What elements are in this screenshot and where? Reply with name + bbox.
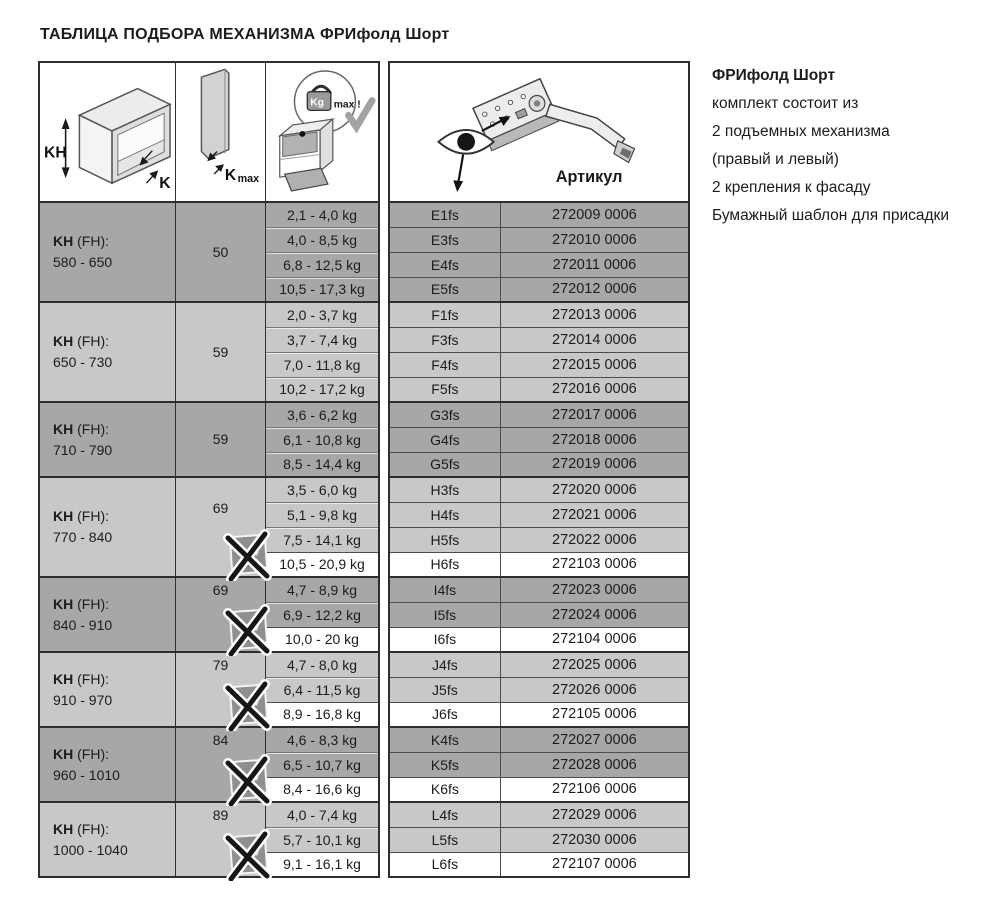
weight-range-cell: 10,0 - 20 kg <box>266 627 380 652</box>
table-row <box>39 652 379 677</box>
table-row <box>389 477 689 502</box>
article-number-cell: 272103 0006 <box>500 552 689 577</box>
kit-description <box>712 61 1000 230</box>
article-number-cell: 272025 0006 <box>500 652 689 677</box>
mechanism-code-cell: F3fs <box>389 327 500 352</box>
mechanism-code-cell: I4fs <box>389 577 500 602</box>
weight-range-cell: 2,1 - 4,0 kg <box>266 202 380 227</box>
weight-range-cell: 6,4 - 11,5 kg <box>266 677 380 702</box>
kmax-value: 69 <box>212 500 229 516</box>
table-row <box>389 452 689 477</box>
kmax-value: 59 <box>212 431 229 447</box>
table-row <box>389 502 689 527</box>
article-number-cell: 272024 0006 <box>500 602 689 627</box>
weight-range-cell: 3,6 - 6,2 kg <box>266 402 380 427</box>
article-number-cell: 272012 0006 <box>500 277 689 302</box>
kh-range-cell: KH (FH): 1000 - 1040 <box>39 802 176 877</box>
kg-max-label: max ! <box>333 99 361 111</box>
kmax-cell <box>176 202 266 302</box>
kmax-value: 79 <box>212 657 229 673</box>
weight-range-cell: 6,5 - 10,7 kg <box>266 752 380 777</box>
kh-label: KH <box>53 333 74 349</box>
article-number-cell: 272016 0006 <box>500 377 689 402</box>
kh-label: KH <box>53 420 74 437</box>
servo-drive-crossed-icon <box>220 823 274 881</box>
header-article <box>389 62 689 202</box>
weight-range-cell: 4,0 - 8,5 kg <box>266 227 380 252</box>
weight-range-cell: 5,7 - 10,1 kg <box>266 827 380 852</box>
table-row <box>389 852 689 877</box>
weight-range-cell: 9,1 - 16,1 kg <box>266 852 380 877</box>
mechanism-code-cell: L4fs <box>389 802 500 827</box>
mechanism-code-cell: I5fs <box>389 602 500 627</box>
article-number-cell: 272027 0006 <box>500 727 689 752</box>
kh-range-cell: KH (FH): 580 - 650 <box>39 202 176 302</box>
article-number-cell: 272018 0006 <box>500 427 689 452</box>
article-number-cell: 272106 0006 <box>500 777 689 802</box>
kmax-cell <box>176 477 266 577</box>
weight-range-cell: 8,5 - 14,4 kg <box>266 452 380 477</box>
kh-label: KH <box>53 595 74 612</box>
weight-range-cell: 8,9 - 16,8 kg <box>266 702 380 727</box>
page-title: ТАБЛИЦА ПОДБОРА МЕХАНИЗМА ФРИфолд Шорт <box>40 26 450 43</box>
kmax-cell <box>176 302 266 402</box>
selection-table-left <box>38 61 380 878</box>
table-row <box>389 352 689 377</box>
kmax-value: 50 <box>212 243 229 260</box>
selection-table-right <box>388 61 690 878</box>
table-row <box>389 727 689 752</box>
kh-range-cell: KH (FH): 770 - 840 <box>39 477 176 577</box>
weight-range-cell: 10,5 - 20,9 kg <box>266 552 380 577</box>
article-number-cell: 272009 0006 <box>500 202 689 227</box>
mechanism-code-cell: L5fs <box>389 827 500 852</box>
kh-label: KH <box>53 745 74 762</box>
weight-range-cell: 7,0 - 11,8 kg <box>266 352 380 377</box>
kit-description-line: комплект состоит из <box>712 95 859 112</box>
kh-range-cell: KH (FH): 650 - 730 <box>39 302 176 402</box>
weight-range-cell: 4,7 - 8,9 kg <box>266 577 380 602</box>
servo-drive-crossed-icon <box>220 748 274 806</box>
table-row <box>389 402 689 427</box>
kh-range-cell: KH (FH): 960 - 1010 <box>39 727 176 802</box>
mechanism-code-cell: H4fs <box>389 502 500 527</box>
mechanism-code-cell: F4fs <box>389 352 500 377</box>
mechanism-code-cell: E1fs <box>389 202 500 227</box>
table-row <box>39 802 379 827</box>
kit-description-line: 2 крепления к фасаду <box>712 179 871 196</box>
mechanism-code-cell: F1fs <box>389 302 500 327</box>
servo-drive-crossed-icon <box>220 598 274 656</box>
kmax-value: 84 <box>212 732 229 748</box>
table-row <box>39 202 379 227</box>
kh-label: KH <box>53 820 74 837</box>
table-row <box>389 802 689 827</box>
weight-range-cell: 5,1 - 9,8 kg <box>266 502 380 527</box>
cabinet-kh-diagram-icon <box>40 63 175 196</box>
table-row <box>39 727 379 752</box>
article-column-label: Артикул <box>555 168 623 187</box>
mechanism-code-cell: I6fs <box>389 627 500 652</box>
weight-range-cell: 7,5 - 14,1 kg <box>266 527 380 552</box>
mechanism-code-cell: E4fs <box>389 252 500 277</box>
kmax-cell <box>176 652 266 727</box>
kh-label: KH <box>53 233 74 249</box>
kit-description-line: (правый и левый) <box>712 151 839 168</box>
mechanism-code-cell: L6fs <box>389 852 500 877</box>
table-row <box>389 227 689 252</box>
servo-drive-crossed-icon <box>220 523 274 581</box>
kh-range-cell: KH (FH): 840 - 910 <box>39 577 176 652</box>
article-number-cell: 272104 0006 <box>500 627 689 652</box>
article-number-cell: 272013 0006 <box>500 302 689 327</box>
mechanism-code-cell: E5fs <box>389 277 500 302</box>
weight-range-cell: 10,2 - 17,2 kg <box>266 377 380 402</box>
header-front-weight <box>266 62 380 202</box>
table-row <box>389 652 689 677</box>
table-row <box>389 827 689 852</box>
weight-max-diagram-icon <box>266 63 378 196</box>
article-number-cell: 272107 0006 <box>500 852 689 877</box>
kmax-cell <box>176 727 266 802</box>
kmax-value: 69 <box>212 582 229 598</box>
table-row <box>389 277 689 302</box>
table-row <box>389 627 689 652</box>
kg-weight-label: Kg <box>310 97 324 109</box>
weight-range-cell: 2,0 - 3,7 kg <box>266 302 380 327</box>
mechanism-code-cell: H3fs <box>389 477 500 502</box>
header-front-thickness <box>176 62 266 202</box>
mechanism-code-cell: G3fs <box>389 402 500 427</box>
kh-label: KH <box>53 670 74 687</box>
kmax-value: 59 <box>212 343 229 360</box>
k-dimension-label: K <box>159 175 171 193</box>
mechanism-article-diagram <box>390 63 688 196</box>
table-header-row <box>389 62 689 202</box>
table-row <box>389 202 689 227</box>
mechanism-code-cell: K6fs <box>389 777 500 802</box>
table-row <box>389 252 689 277</box>
header-cabinet-height <box>39 62 176 202</box>
article-number-cell: 272014 0006 <box>500 327 689 352</box>
table-row <box>39 302 379 327</box>
weight-range-cell: 4,0 - 7,4 kg <box>266 802 380 827</box>
table-row <box>39 477 379 502</box>
article-number-cell: 272017 0006 <box>500 402 689 427</box>
article-number-cell: 272022 0006 <box>500 527 689 552</box>
article-number-cell: 272026 0006 <box>500 677 689 702</box>
kmax-sub-label: max <box>237 172 260 185</box>
weight-range-cell: 8,4 - 16,6 kg <box>266 777 380 802</box>
kmax-dimension-label: K <box>224 166 237 184</box>
table-row <box>389 577 689 602</box>
weight-range-cell: 3,5 - 6,0 kg <box>266 477 380 502</box>
kh-range-cell: KH (FH): 710 - 790 <box>39 402 176 477</box>
kit-title: ФРИфолд Шорт <box>712 67 836 84</box>
table-row <box>39 402 379 427</box>
weight-range-cell: 4,7 - 8,0 kg <box>266 652 380 677</box>
article-number-cell: 272030 0006 <box>500 827 689 852</box>
table-row <box>389 527 689 552</box>
mechanism-code-cell: K5fs <box>389 752 500 777</box>
article-number-cell: 272021 0006 <box>500 502 689 527</box>
weight-range-cell: 3,7 - 7,4 kg <box>266 327 380 352</box>
table-row <box>389 777 689 802</box>
mechanism-code-cell: H6fs <box>389 552 500 577</box>
kmax-cell <box>176 577 266 652</box>
table-row <box>389 752 689 777</box>
mechanism-code-cell: K4fs <box>389 727 500 752</box>
article-number-cell: 272105 0006 <box>500 702 689 727</box>
kh-dimension-label: KH <box>43 144 67 162</box>
article-number-cell: 272010 0006 <box>500 227 689 252</box>
weight-range-cell: 6,1 - 10,8 kg <box>266 427 380 452</box>
mechanism-code-cell: G4fs <box>389 427 500 452</box>
weight-range-cell: 6,8 - 12,5 kg <box>266 252 380 277</box>
article-number-cell: 272015 0006 <box>500 352 689 377</box>
table-row <box>389 427 689 452</box>
article-number-cell: 272019 0006 <box>500 452 689 477</box>
table-row <box>389 702 689 727</box>
table-row <box>389 327 689 352</box>
mechanism-code-cell: H5fs <box>389 527 500 552</box>
kmax-cell <box>176 402 266 477</box>
table-row <box>39 577 379 602</box>
front-panel-kmax-diagram-icon <box>176 63 265 196</box>
selection-table <box>38 61 690 878</box>
kh-label: KH <box>53 508 74 524</box>
table-header-row <box>39 62 379 202</box>
kmax-value: 89 <box>212 807 229 823</box>
table-row <box>389 552 689 577</box>
weight-range-cell: 10,5 - 17,3 kg <box>266 277 380 302</box>
article-number-cell: 272029 0006 <box>500 802 689 827</box>
mechanism-code-cell: J6fs <box>389 702 500 727</box>
kit-description-line: Бумажный шаблон для присадки <box>712 207 949 224</box>
article-number-cell: 272028 0006 <box>500 752 689 777</box>
table-row <box>389 377 689 402</box>
table-row <box>389 602 689 627</box>
weight-range-cell: 6,9 - 12,2 kg <box>266 602 380 627</box>
kmax-cell <box>176 802 266 877</box>
mechanism-code-cell: J5fs <box>389 677 500 702</box>
weight-range-cell: 4,6 - 8,3 kg <box>266 727 380 752</box>
servo-drive-crossed-icon <box>220 673 274 731</box>
mechanism-code-cell: F5fs <box>389 377 500 402</box>
article-number-cell: 272023 0006 <box>500 577 689 602</box>
kh-range-cell: KH (FH): 910 - 970 <box>39 652 176 727</box>
table-row <box>389 677 689 702</box>
kit-description-line: 2 подъемных механизма <box>712 123 890 140</box>
mechanism-code-cell: G5fs <box>389 452 500 477</box>
article-number-cell: 272011 0006 <box>500 252 689 277</box>
mechanism-code-cell: J4fs <box>389 652 500 677</box>
mechanism-code-cell: E3fs <box>389 227 500 252</box>
article-number-cell: 272020 0006 <box>500 477 689 502</box>
table-row <box>389 302 689 327</box>
